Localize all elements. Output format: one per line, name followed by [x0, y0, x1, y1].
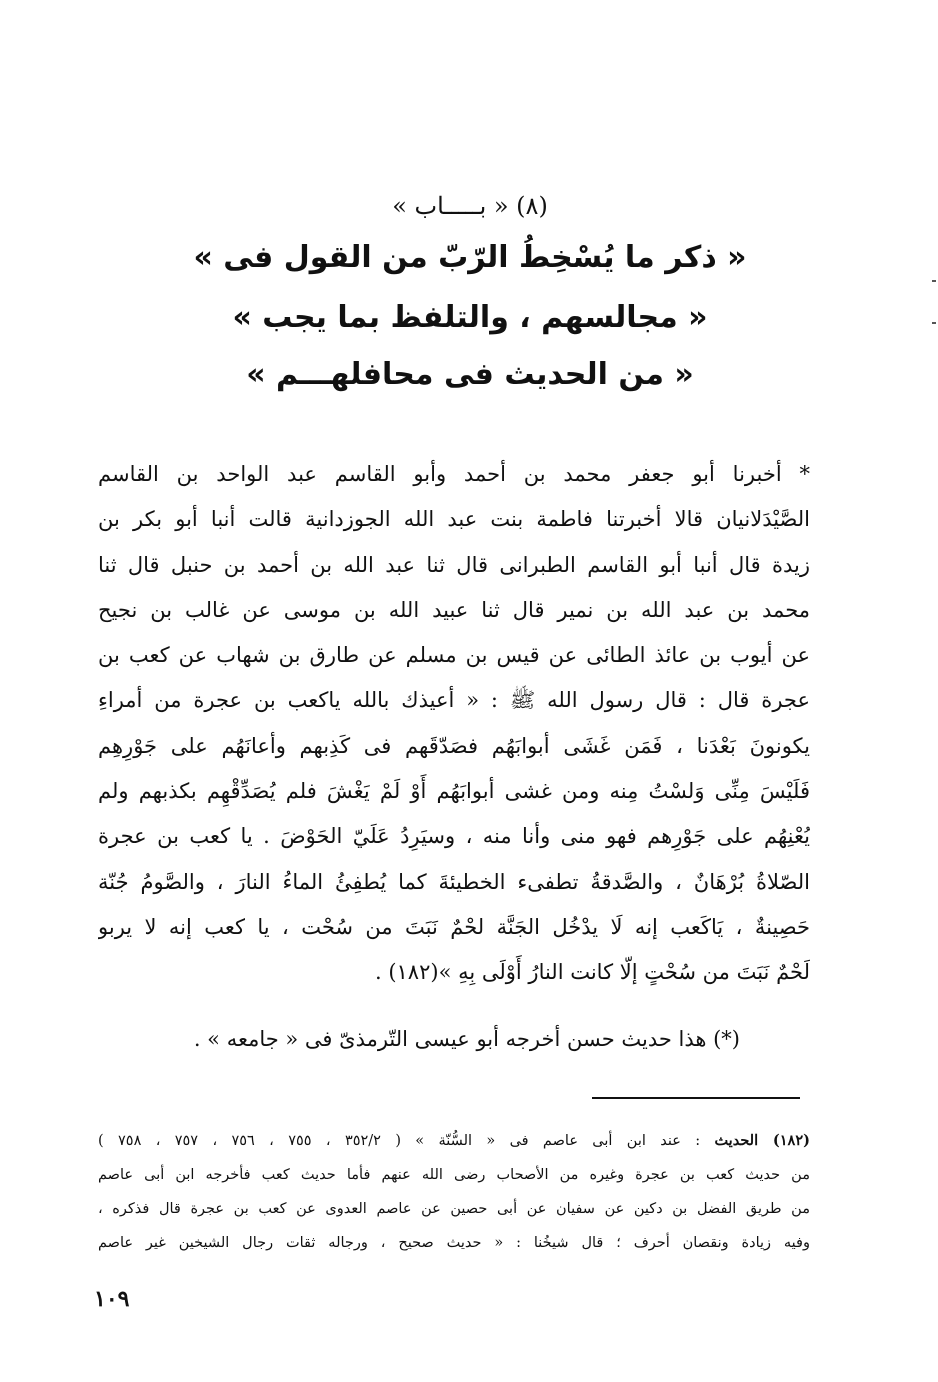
hadith-body — [98, 452, 810, 996]
footnote-section — [98, 1124, 810, 1260]
body-line: عن أيوب بن عائذ الطائى عن قيس بن مسلم عن طارق بن شهاب عن كعب بن — [98, 643, 810, 668]
page-number: ١٠٩ — [94, 1286, 130, 1312]
body-line: يُعْنِهُم على جَوْرِهم فهو منى وأنا منه ، وسيَرِدُ عَلَيّ الحَوْضَ . يا كعب بن عجرة — [98, 824, 810, 849]
authenticity-note: (*) هذا حديث حسن أخرجه أبو عيسى التّرمذىّ فى « جامعه » . — [193, 1027, 740, 1051]
scan-edge-mark — [932, 322, 936, 324]
chapter-title-line-1: « ذكر ما يُسْخِطُ الرّبّ من القول فى » — [193, 240, 747, 275]
footnote-line — [98, 1124, 810, 1158]
chapter-title-line-2: « مجالسهم ، والتلفظ بما يجب » — [232, 300, 708, 335]
footnote-line: وفيه زيادة ونقصان أحرف ؛ قال شيخُنا : « حديث صحيح ، ورجاله ثقات رجال الشيخين غير عاصم — [98, 1235, 810, 1251]
footnote-separator — [592, 1097, 800, 1099]
body-line: * أخبرنا أبو جعفر محمد بن أحمد وأبو القاسم عبد الواحد بن القاسم — [98, 462, 810, 486]
body-line: حَصِينةٌ ، يَاكَعب إنه لَا يدْخُل الجَنَّة لحْمٌ نَبَتَ من سُحْت ، يا كعب إنه لا يربو — [98, 914, 810, 939]
body-line: الصَّيْدَلانيان قالا أخبرتنا فاطمة بنت عبد الله الجوزدانية قالت أنبا أبو بكر بن — [98, 507, 810, 532]
body-line: الصّلاةُ بُرْهَانٌ ، والصَّدقةُ تطفىء الخطيئةَ كما يُطفِئُ الماءُ النارَ ، والصَّومُ جُنّة — [98, 869, 810, 894]
body-line: عجرة قال : قال رسول الله ﷺ : « أعيذك بالله ياكعب بن عجرة من أمراءِ — [98, 688, 810, 713]
footnote-line: من طريق الفضل بن دكين عن سفيان عن أبى حصين عن عاصم العدوى عن كعب بن عجرة قال فذكره ، — [98, 1201, 810, 1217]
chapter-number-heading: (٨) « بـــــاب » — [392, 192, 548, 220]
body-line: زيدة قال أنبا أبو القاسم الطبرانى قال ثنا عبد الله بن أحمد بن حنبل قال ثنا — [98, 552, 810, 577]
chapter-title-line-3: « من الحديث فى محافلهـــم » — [246, 357, 694, 392]
footnote-label: (١٨٢) الحديث — [714, 1132, 810, 1149]
scan-edge-mark — [932, 280, 936, 282]
footnote-line: من حديث كعب بن عجرة وغيره من الأصحاب رضى الله عنهم فأما حديث كعب فأخرجه ابن أبى عاصم — [98, 1167, 810, 1183]
body-line: لَحْمٌ نَبَتَ من سُحْتٍ إلّا كانت النارُ أَوْلَى بِهِ »(١٨٢) . — [374, 960, 810, 985]
body-line: فَلَيْسَ مِنِّى وَلسْتُ مِنه ومن غشى أبوابَهُم أَوْ لَمْ يَغْشَ فلم يُصَدِّقْهِم بكذبهم ولم — [98, 779, 810, 804]
footnote-first-line-text: : عند ابن أبى عاصم فى « السُّنّة » ( ٣٥٢/٢ ، ٧٥٥ ، ٧٥٦ ، ٧٥٧ ، ٧٥٨ ) — [98, 1133, 701, 1149]
body-line: محمد بن عبد الله بن نمير قال ثنا عبيد الله بن موسى عن غالب بن نجيح — [98, 597, 810, 622]
body-line: يكونونَ بَعْدَنا ، فَمَن غَشَى أبوابَهُم فصَدّقَهم فى كَذِبهم وأعانَهُم على جَوْرِهِم — [98, 733, 810, 758]
